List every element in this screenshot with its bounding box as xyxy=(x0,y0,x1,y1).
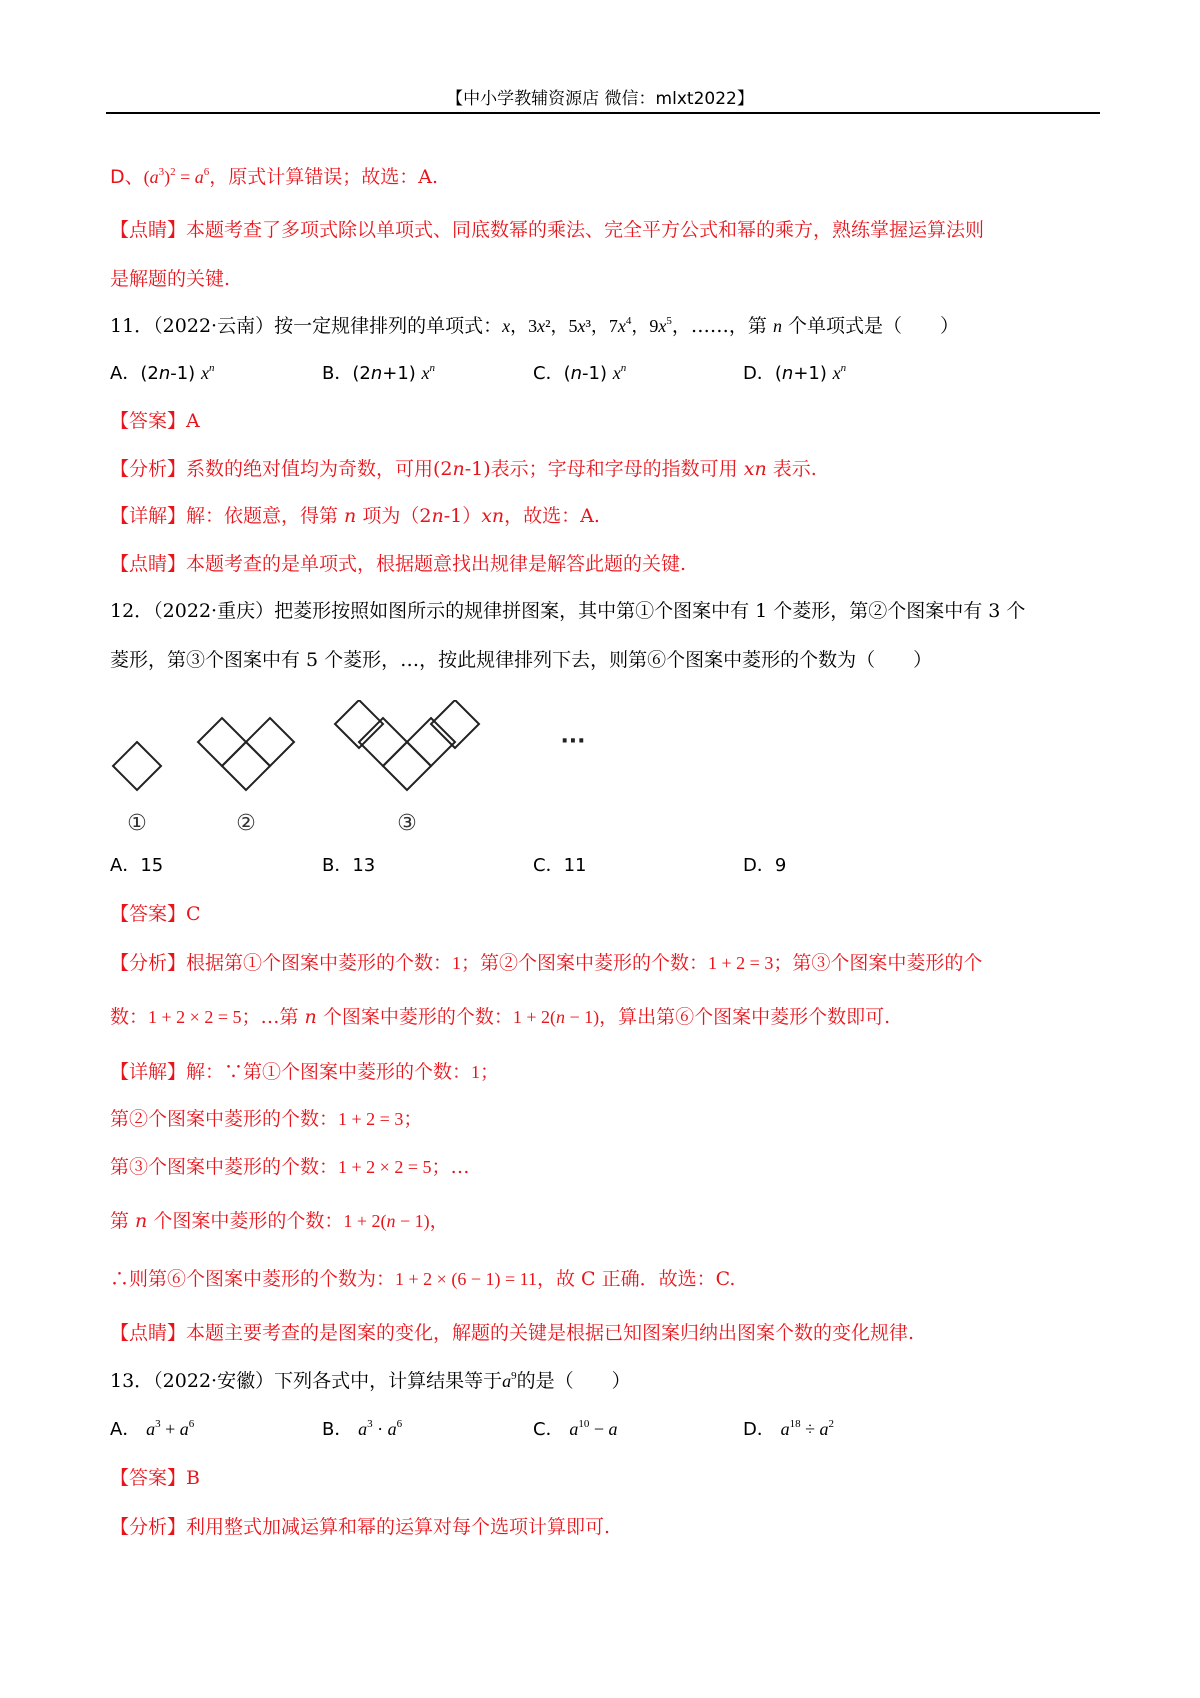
q11-stem-b: ，……，第 xyxy=(671,315,773,337)
q13-stem: 13．（2022·安徽）下列各式中，计算结果等于$a^9$的是（ ） xyxy=(110,1370,631,1392)
q13-answer: 【答案】B xyxy=(110,1467,200,1489)
q12-stem-line-1: 12．（2022·重庆）把菱形按照如图所示的规律拼图案，其中第①个图案中有 1 个菱形，第②个图案中有 3 个 xyxy=(110,600,1026,622)
q12-detail-c: 第③个图案中菱形的个数： xyxy=(110,1156,339,1178)
q11-analysis-a: 【分析】系数的绝对值均为奇数，可用(2 xyxy=(110,458,453,480)
q11-analysis: 【分析】系数的绝对值均为奇数，可用(2n-1)表示；字母和字母的指数可用 xn 表示. xyxy=(110,458,817,480)
q12-comment: 【点睛】本题主要考查的是图案的变化，解题的关键是根据已知图案归纳出图案个数的变化规律. xyxy=(110,1322,915,1344)
q12-detail-b: 第②个图案中菱形的个数： xyxy=(110,1108,339,1130)
pattern-ellipsis: ··· xyxy=(560,729,586,754)
q12-analysis-b: ；第②个图案中菱形的个数： xyxy=(461,952,709,974)
q11-stem-c: 个单项式是（ ） xyxy=(781,315,959,337)
q12-option-a: A．15 xyxy=(110,855,164,876)
q13-option-b-label: B． xyxy=(322,1419,353,1440)
q12-answer: 【答案】C xyxy=(110,903,201,925)
q13-option-a-label: A． xyxy=(110,1419,141,1440)
q12-detail-g: ，故 C 正确．故选：C. xyxy=(536,1268,736,1290)
q13-option-b: B． $a^3 \cdot a^6$ xyxy=(322,1418,403,1440)
q11-option-d-label: D． xyxy=(743,363,775,384)
q11-answer: 【答案】A xyxy=(110,410,200,432)
q11-stem: 11．（2022·云南）按一定规律排列的单项式：x，3x²，5x³，$7x^4$，$9x^5$，……，第 n 个单项式是（ ） xyxy=(110,315,959,337)
q11-option-b: B．(2n+1) $x^n$ xyxy=(322,362,436,384)
q13-stem-b: 的是（ ） xyxy=(516,1370,631,1392)
q12-detail-a: 【详解】解：∵第①个图案中菱形的个数： xyxy=(110,1061,472,1083)
q12-analysis-f: 个图案中菱形的个数： xyxy=(316,1006,513,1028)
q12-detail-line-3: 第③个图案中菱形的个数：1 + 2 × 2 = 5；… xyxy=(110,1156,470,1178)
q12-detail-e: 个图案中菱形的个数： xyxy=(147,1210,344,1232)
q12-analysis-line-2: 数：1 + 2 × 2 = 5；…第 n 个图案中菱形的个数：1 + 2(n − 1)，算出第⑥个图案中菱形个数即可. xyxy=(110,1006,891,1028)
q11-stem-a: 11．（2022·云南）按一定规律排列的单项式： xyxy=(110,315,503,337)
q11-option-d: D．(n+1) $x^n$ xyxy=(743,362,847,384)
q10-option-d-line: D、$(a^3)^2 = a^6$，原式计算错误；故选：A. xyxy=(110,166,439,188)
q10-comment-line-2: 是解题的关键. xyxy=(110,268,231,290)
q13-analysis: 【分析】利用整式加减运算和幂的运算对每个选项计算即可. xyxy=(110,1516,611,1538)
q12-option-d: D．9 xyxy=(743,855,787,876)
q12-detail-f: ∴则第⑥个图案中菱形的个数为： xyxy=(110,1268,396,1290)
q12-detail-d: 第 xyxy=(110,1210,136,1232)
q11-analysis-b: -1)表示；字母和字母的指数可用 xyxy=(464,458,744,480)
q11-comment: 【点睛】本题考查的是单项式，根据题意找出规律是解答此题的关键. xyxy=(110,553,687,575)
pattern-label-2: ② xyxy=(236,811,256,836)
page-header: 【中小学教辅资源店 微信：mlxt2022】 xyxy=(446,89,754,109)
q11-option-c-label: C． xyxy=(533,363,564,384)
q12-analysis-e: ；…第 xyxy=(241,1006,305,1028)
q11-detail-a: 【详解】解：依题意，得第 xyxy=(110,505,345,527)
q13-option-a: A． $a^3 + a^6$ xyxy=(110,1418,195,1440)
pattern-label-3: ③ xyxy=(397,811,417,836)
q13-option-d-label: D． xyxy=(743,1419,775,1440)
q12-option-b: B．13 xyxy=(322,855,376,876)
q11-detail-d: ，故选：A. xyxy=(504,505,600,527)
q13-stem-a: 13．（2022·安徽）下列各式中，计算结果等于 xyxy=(110,1370,503,1392)
q13-option-c: C． $a^{10} - a$ xyxy=(533,1418,618,1440)
q13-option-c-label: C． xyxy=(533,1419,564,1440)
q10-option-d-text: ，原式计算错误；故选：A. xyxy=(209,166,439,188)
pattern-1 xyxy=(113,742,161,790)
q12-detail-line-2: 第②个图案中菱形的个数：1 + 2 = 3； xyxy=(110,1108,423,1130)
q12-analysis-a: 【分析】根据第①个图案中菱形的个数： xyxy=(110,952,453,974)
header-divider xyxy=(106,112,1100,114)
q11-option-a-label: A． xyxy=(110,363,141,384)
pattern-2 xyxy=(198,718,294,790)
q11-detail: 【详解】解：依题意，得第 n 项为（2n-1）xn，故选：A. xyxy=(110,505,600,527)
q12-analysis-c: ；第③个图案中菱形的个 xyxy=(773,952,983,974)
q11-option-c: C．(n-1) $x^n$ xyxy=(533,362,627,384)
q12-detail-line-1: 【详解】解：∵第①个图案中菱形的个数：1； xyxy=(110,1061,500,1083)
pattern-3 xyxy=(335,700,479,790)
pattern-label-1: ① xyxy=(127,811,147,836)
q11-option-b-label: B． xyxy=(322,363,353,384)
q11-detail-c: -1） xyxy=(443,505,482,527)
q11-detail-b: 项为（2 xyxy=(356,505,432,527)
q12-stem-line-2: 菱形，第③个图案中有 5 个菱形，…，按此规律排列下去，则第⑥个图案中菱形的个数为（ ） xyxy=(110,649,933,671)
q12-analysis-line-1: 【分析】根据第①个图案中菱形的个数：1；第②个图案中菱形的个数：1 + 2 = 3；第③个图案中菱形的个 xyxy=(110,952,983,974)
q11-option-a: A．(2n-1) $x^n$ xyxy=(110,362,215,384)
q12-analysis-g: ，算出第⑥个图案中菱形个数即可. xyxy=(599,1006,891,1028)
q12-analysis-d: 数： xyxy=(110,1006,149,1028)
q12-detail-line-4: 第 n 个图案中菱形的个数：1 + 2(n − 1)， xyxy=(110,1210,449,1232)
q12-detail-line-5: ∴则第⑥个图案中菱形的个数为：1 + 2 × (6 − 1) = 11，故 C 正确．故选：C. xyxy=(110,1268,736,1290)
q12-option-c: C．11 xyxy=(533,855,587,876)
q10-comment-line-1: 【点睛】本题考查了多项式除以单项式、同底数幂的乘法、完全平方公式和幂的乘方，熟练掌握运算法则 xyxy=(110,219,985,241)
rhombus-pattern-figure xyxy=(110,700,610,840)
q13-option-d: D． $a^{18} \div a^2$ xyxy=(743,1418,834,1440)
q11-analysis-c: 表示. xyxy=(766,458,817,480)
